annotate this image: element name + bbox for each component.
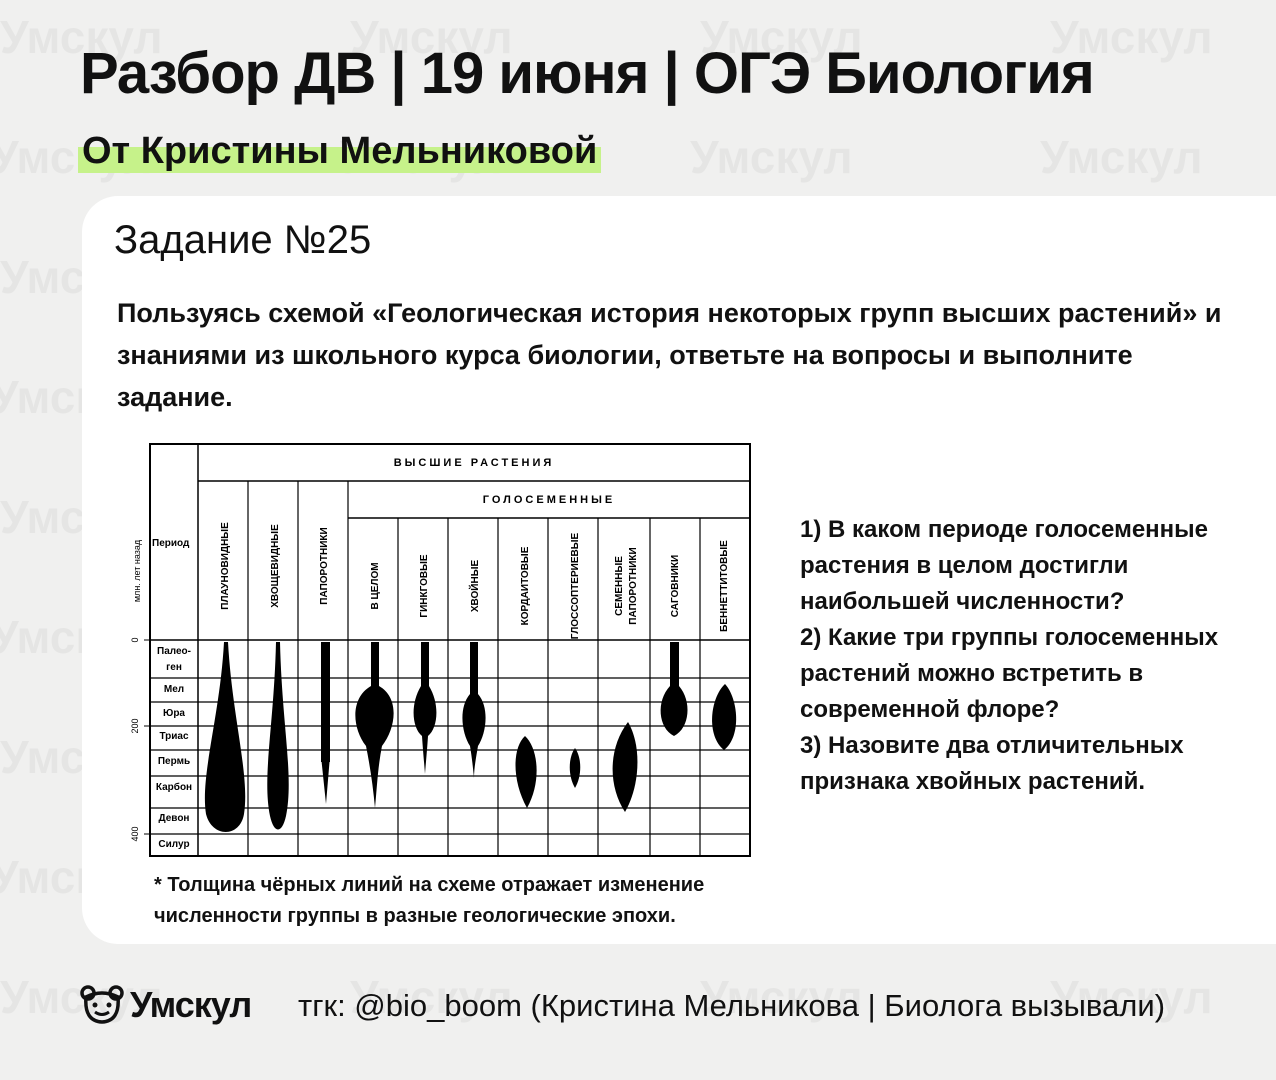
axis-label: млн. лет назад: [132, 539, 142, 603]
geology-diagram: [122, 436, 754, 862]
period-jurassic: Юра: [163, 708, 185, 719]
col-horsetails: ХВОЩЕВИДНЫЕ: [270, 524, 281, 608]
col-bennettites: БЕННЕТТИТОВЫЕ: [719, 540, 730, 632]
axis-tick-0: 0: [130, 637, 140, 643]
shape-horsetails: [267, 642, 288, 830]
task-title: Задание №25: [114, 218, 372, 262]
col-gymno-total: В ЦЕЛОМ: [370, 562, 381, 610]
axis-tick-400: 400: [130, 826, 140, 842]
period-permian: Пермь: [157, 756, 191, 767]
col-seed-ferns-1: СЕМЕННЫЕ: [614, 556, 625, 616]
header-gymnosperms: ГОЛОСЕМЕННЫЕ: [482, 494, 616, 506]
shape-bennettites: [712, 684, 736, 750]
period-paleogene-1: Палео-: [157, 646, 191, 657]
shape-ginkgo: [414, 642, 437, 774]
col-conifers: ХВОЙНЫЕ: [470, 559, 481, 613]
author-subtitle: От Кристины Мельниковой: [78, 130, 601, 173]
umskul-logo: [80, 984, 251, 1026]
col-seed-ferns-2: ПАПОРОТНИКИ: [628, 547, 639, 625]
footer-telegram[interactable]: тгк: @bio_boom (Кристина Мельникова | Биолога вызывали): [298, 988, 1166, 1023]
col-cycads: САГОВНИКИ: [670, 554, 681, 618]
col-lycopods: ПЛАУНОВИДНЫЕ: [220, 522, 231, 610]
period-carboniferous: Карбон: [155, 782, 193, 793]
diagram-note: * Толщина чёрных линий на схеме отражает изменение численности группы в разные геологические эпохи.: [154, 874, 705, 927]
task-text: Пользуясь схемой «Геологическая история некоторых групп высших растений» и знаниями из школьного курса биологии, ответьте на вопросы и выполните задание.: [117, 298, 1222, 412]
period-devonian: Девон: [158, 813, 190, 824]
col-ginkgo: ГИНКГОВЫЕ: [419, 554, 430, 618]
question-1: 1) В каком периоде голосеменные растения в целом достигли наибольшей численности?: [800, 516, 1209, 615]
shape-cycads: [661, 642, 688, 736]
shape-gymno-total: [355, 642, 393, 808]
col-cordaites: КОРДАИТОВЫЕ: [520, 546, 531, 626]
shape-ferns: [321, 642, 330, 762]
shape-conifers: [462, 642, 485, 778]
shape-ferns-tail: [321, 756, 330, 804]
period-header: Период: [152, 538, 190, 549]
shape-seed-ferns: [613, 722, 638, 812]
question-3: 3) Назовите два отличительных признака хвойных растений.: [800, 732, 1184, 795]
watermark-text: [690, 130, 853, 184]
questions-list: [800, 512, 1270, 800]
header-higher-plants: ВЫСШИЕ РАСТЕНИЯ: [393, 457, 555, 469]
logo-text: Умскул: [130, 984, 252, 1025]
period-paleogene-2: ген: [166, 662, 182, 673]
watermark-text: [1040, 130, 1203, 184]
question-2: 2) Какие три группы голосеменных растений можно встретить в современной флоре?: [800, 624, 1219, 723]
shape-glossopteris: [570, 748, 581, 788]
col-glossopteris: ГЛОССОПТЕРИЕВЫЕ: [570, 532, 581, 640]
period-cretaceous: Мел: [163, 684, 185, 695]
shape-cordaites: [515, 736, 536, 808]
bear-logo-icon: [80, 985, 124, 1025]
shape-lycopods: [205, 642, 245, 832]
period-triassic: Триас: [159, 731, 189, 742]
page-title: Разбор ДВ | 19 июня | ОГЭ Биология: [80, 41, 1094, 106]
col-ferns: ПАПОРОТНИКИ: [319, 527, 330, 605]
axis-tick-200: 200: [130, 718, 140, 734]
period-silurian: Силур: [158, 839, 190, 850]
